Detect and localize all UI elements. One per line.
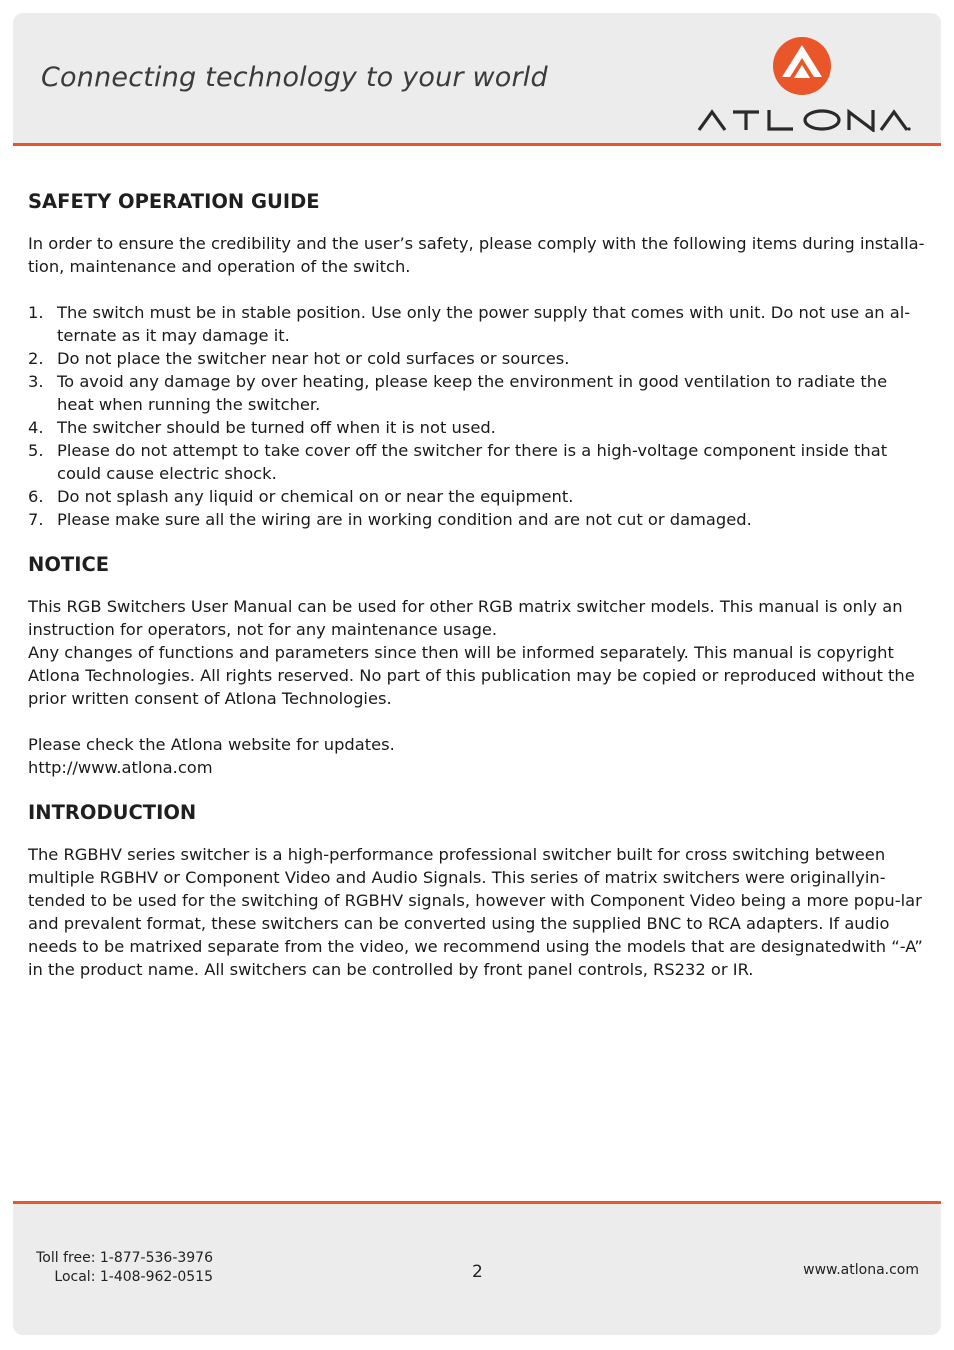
notice-heading: NOTICE — [28, 553, 110, 576]
header-divider — [13, 143, 941, 146]
local-number: Local: 1-408-962-0515 — [54, 1269, 213, 1285]
notice-paragraph: This RGB Switchers User Manual can be used for other RGB matrix switcher models. This manual is only an instruction for operators, not for any maintenance usage. — [28, 597, 903, 639]
list-text: The switcher should be turned off when it is not used. — [57, 418, 496, 437]
list-text: To avoid any damage by over heating, please keep the environment in good ventilation to radiate the heat when running the switcher. — [57, 372, 888, 414]
toll-free-number: Toll free: 1-877-536-3976 — [36, 1250, 213, 1266]
list-text: Please do not attempt to take cover off the switcher for there is a high-voltage component inside that could cause electric shock. — [57, 441, 888, 483]
list-text: Do not splash any liquid or chemical on or near the equipment. — [57, 487, 574, 506]
list-number: 7. — [28, 510, 44, 529]
introduction-paragraph: The RGBHV series switcher is a high-performance professional switcher built for cross switching between multiple RGBHV or Component Video and Audio Signals. This series of matrix switchers were originallyin-tended to be used for the switching of RGBHV signals, however with Component Video being a more popu-lar and prevalent format, these switchers can be converted using the supplied BNC to RCA adapters. If audio needs to be matrixed separate from the video, we recommend using the models that are designatedwith “-A” in the product name. All switchers can be controlled by front panel controls, RS232 or IR. — [28, 845, 923, 979]
list-item — [28, 485, 928, 508]
list-item — [28, 347, 928, 370]
list-number: 6. — [28, 487, 44, 506]
list-number: 4. — [28, 418, 44, 437]
atlona-logo-icon — [772, 35, 832, 97]
notice-paragraph: Any changes of functions and parameters since then will be informed separately. This manual is copyright Atlona Technologies. All rights reserved. No part of this publication may be copied or reproduced without the prior written consent of Atlona Technologies. — [28, 643, 915, 708]
list-number: 3. — [28, 372, 44, 391]
list-item — [28, 370, 928, 416]
safety-heading: SAFETY OPERATION GUIDE — [28, 190, 320, 213]
notice-url-link[interactable]: http://www.atlona.com — [28, 758, 213, 777]
list-number: 2. — [28, 349, 44, 368]
safety-list — [28, 301, 928, 531]
page-content — [28, 188, 928, 981]
list-number: 5. — [28, 441, 44, 460]
list-item — [28, 416, 928, 439]
footer-phone-block — [36, 1249, 213, 1287]
notice-update-text: Please check the Atlona website for updates. — [28, 735, 395, 754]
introduction-heading: INTRODUCTION — [28, 801, 197, 824]
list-number: 1. — [28, 303, 44, 322]
list-text: The switch must be in stable position. Use only the power supply that comes with unit. Do not use an al-ternate as it may damage it. — [57, 303, 911, 345]
list-text: Please make sure all the wiring are in working condition and are not cut or damaged. — [57, 510, 752, 529]
list-item — [28, 439, 928, 485]
list-item — [28, 508, 928, 531]
header-tagline: Connecting technology to your world — [41, 62, 548, 93]
atlona-wordmark-logo — [697, 108, 911, 132]
list-item — [28, 301, 928, 347]
list-text: Do not place the switcher near hot or cold surfaces or sources. — [57, 349, 570, 368]
page-number: 2 — [472, 1262, 483, 1282]
footer-website-link[interactable]: www.atlona.com — [803, 1262, 919, 1278]
safety-intro: In order to ensure the credibility and the user’s safety, please comply with the following items during installa-tion, maintenance and operation of the switch. — [28, 234, 925, 276]
